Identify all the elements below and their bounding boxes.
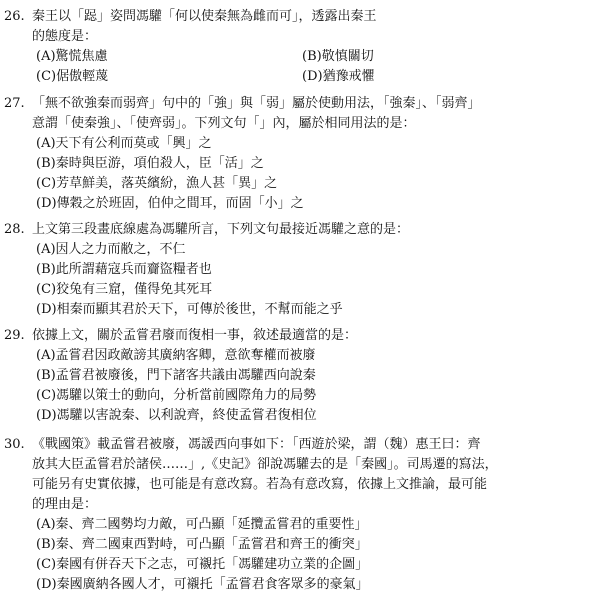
option-c[interactable]: (C)秦國有併吞天下之志，可襯托「馮驩建功立業的企圖」 bbox=[36, 557, 369, 572]
option-d[interactable]: (D)秦國廣納各國人才，可襯托「孟嘗君食客眾多的豪氣」 bbox=[36, 577, 369, 592]
option-d[interactable]: (D)馮驩以害說秦、以利說齊，終使孟嘗君復相位 bbox=[36, 408, 317, 423]
question-stem: 《戰國策》載孟嘗君被廢，馮諼西向事如下：「西遊於梁，謂（魏）惠王曰：齊 bbox=[32, 437, 481, 452]
option-c[interactable]: (C)狡兔有三窟，僅得免其死耳 bbox=[36, 282, 213, 297]
question-number: 28. bbox=[4, 222, 25, 237]
question-number: 30. bbox=[4, 437, 25, 452]
option-c[interactable]: (C)馮驩以策士的動向，分析當前國際角力的局勢 bbox=[36, 388, 317, 403]
option-a[interactable]: (A)驚慌焦慮 bbox=[36, 49, 108, 64]
question-stem: 秦王以「跽」姿問馮驩「何以使秦無為雌而可」，透露出秦王 bbox=[32, 9, 377, 24]
question-number: 27. bbox=[4, 96, 25, 111]
option-c[interactable]: (C)芳草鮮美，落英繽紛，漁人甚「異」之 bbox=[36, 176, 278, 191]
option-a[interactable]: (A)秦、齊二國勢均力敵，可凸顯「延攬孟嘗君的重要性」 bbox=[36, 517, 368, 532]
option-a[interactable]: (A)孟嘗君因政敵謗其廣納客卿，意欲奪權而被廢 bbox=[36, 348, 316, 363]
question-number: 26. bbox=[4, 9, 25, 24]
option-d[interactable]: (D)相秦而顯其君於天下，可傳於後世，不幫而能之乎 bbox=[36, 302, 343, 317]
option-c[interactable]: (C)倨傲輕蔑 bbox=[36, 69, 109, 84]
question-stem: 意謂「使秦強」、「使齊弱」。下列文句「」內，屬於相同用法的是： bbox=[32, 116, 416, 131]
option-b[interactable]: (B)敬慎關切 bbox=[302, 49, 374, 64]
option-b[interactable]: (B)秦、齊二國東西對峙，可凸顯「孟嘗君和齊王的衝突」 bbox=[36, 537, 368, 552]
option-d[interactable]: (D)猶豫戒懼 bbox=[302, 69, 375, 84]
question-stem: 上文第三段畫底線處為馮驩所言，下列文句最接近馮驩之意的是： bbox=[32, 222, 410, 237]
option-b[interactable]: (B)秦時與臣游，項伯殺人，臣「活」之 bbox=[36, 156, 264, 171]
question-stem: 依據上文，關於孟嘗君廢而復相一事，敘述最適當的是： bbox=[32, 328, 358, 343]
question-stem: 的態度是： bbox=[32, 29, 98, 44]
option-b[interactable]: (B)此所謂藉寇兵而齎盜糧者也 bbox=[36, 262, 212, 277]
question-stem: 「無不欲強秦而弱齊」句中的「強」與「弱」屬於使動用法，「強秦」、「弱齊」 bbox=[32, 96, 481, 111]
question-stem: 放其大臣孟嘗君於諸侯……」,《史記》卻說馮驩去的是「秦國」。司馬遷的寫法， bbox=[32, 457, 498, 472]
option-b[interactable]: (B)孟嘗君被廢後，門下諸客共議由馮驩西向說秦 bbox=[36, 368, 316, 383]
option-a[interactable]: (A)因人之力而敝之，不仁 bbox=[36, 242, 186, 257]
option-d[interactable]: (D)傳穀之於班固，伯仲之間耳，而固「小」之 bbox=[36, 196, 304, 211]
question-stem: 可能另有史實依據，也可能是有意改寫。若為有意改寫，依據上文推論，最可能 bbox=[32, 477, 488, 492]
question-stem: 的理由是： bbox=[32, 497, 98, 512]
question-number: 29. bbox=[4, 328, 25, 343]
option-a[interactable]: (A)天下有公利而莫或「興」之 bbox=[36, 136, 212, 151]
